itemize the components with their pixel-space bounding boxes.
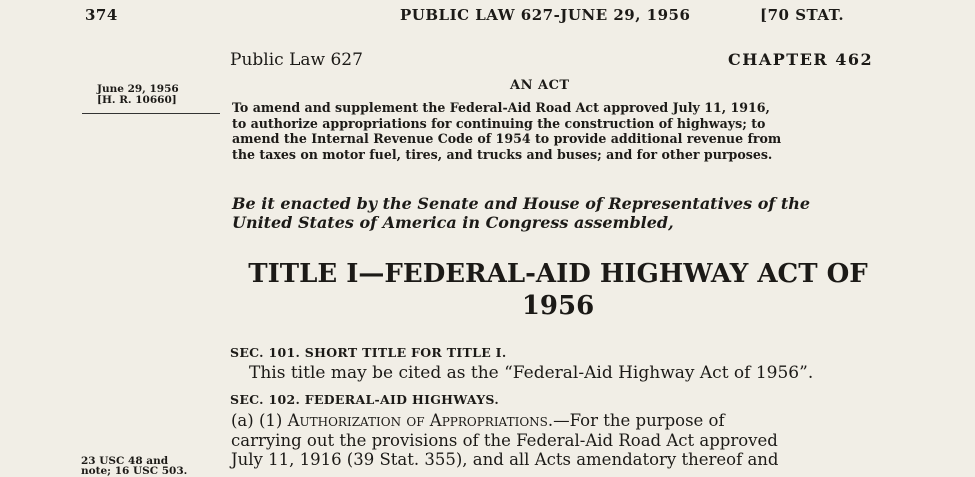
stat-reference: [70 STAT. xyxy=(760,6,845,24)
side-note-bill: [H. R. 10660] xyxy=(97,94,177,106)
section-102-paragraph xyxy=(231,411,883,470)
section-102-heading: SEC. 102. FEDERAL-AID HIGHWAYS. xyxy=(230,392,499,407)
running-title: PUBLIC LAW 627-JUNE 29, 1956 xyxy=(400,6,691,24)
chapter-label: CHAPTER 462 xyxy=(728,50,874,69)
public-law-label: Public Law 627 xyxy=(230,50,363,70)
side-note-rule xyxy=(82,113,220,114)
section-101-heading: SEC. 101. SHORT TITLE FOR TITLE I. xyxy=(230,345,507,360)
act-purpose: To amend and supplement the Federal-Aid Road Act approved July 11, 1916, to authorize appropriations for continuing the construction of highways; to amend the Internal Revenue Code of 1954 to provide additional revenue from the taxes on motor fuel, tires, and trucks and buses; and for other purposes. xyxy=(232,100,782,162)
side-note-date: June 29, 1956 xyxy=(97,83,179,95)
an-act-heading: AN ACT xyxy=(510,78,570,93)
page-number: 374 xyxy=(85,6,118,24)
para-lead: (a) (1) xyxy=(231,411,288,430)
enacting-clause: Be it enacted by the Senate and House of Representatives of the United States of America in Congress assembled, xyxy=(232,194,811,232)
section-101-body: This title may be cited as the “Federal-Aid Highway Act of 1956”. xyxy=(249,363,814,383)
para-smallcaps-heading: Authorization of Appropriations. xyxy=(287,411,554,430)
para-rest: —For the purpose of carrying out the provisions of the Federal-Aid Road Act approved July 11, 1916 (39 Stat. 355), and all Acts amendatory thereof and xyxy=(231,411,779,469)
title-heading: TITLE I—FEDERAL-AID HIGHWAY ACT OF 1956 xyxy=(248,259,868,321)
margin-citation: 23 USC 48 and note; 16 USC 503. xyxy=(81,455,188,477)
